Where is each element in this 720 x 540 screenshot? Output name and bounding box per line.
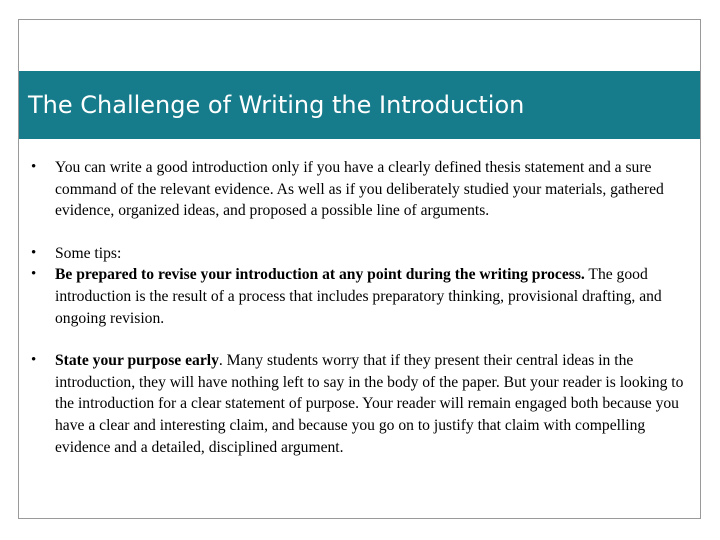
bullet-dot-icon: • <box>31 159 37 175</box>
bullet-item <box>30 157 690 222</box>
bullet-text: . Many students worry that if they present their central ideas in the introduction, they will have nothing left to say in the body of the paper. But your reader is looking to the introduction for a clear statement of purpose. Your reader will remain engaged both because you have a clear and interesting claim, and because you go on to justify that claim with compelling evidence and a detailed, disciplined argument. <box>55 352 684 456</box>
title-bar <box>19 71 700 139</box>
bullet-bold-text: State your purpose early <box>55 352 219 370</box>
bullet-text: Some tips: <box>55 244 122 262</box>
bullet-bold-text: Be prepared to revise your introduction at any point during the writing process. <box>55 266 585 284</box>
bullet-text: The good introduction is the result of a process that includes preparatory thinking, provisional drafting, and ongoing revision. <box>55 266 662 327</box>
bullet-text: You can write a good introduction only if you have a clearly defined thesis statement and a sure command of the relevant evidence. As well as if you deliberately studied your materials, gathered evidence, organized ideas, and proposed a possible line of arguments. <box>55 159 664 220</box>
bullet-dot-icon: • <box>31 266 37 283</box>
spacer <box>30 222 690 243</box>
bullet-dot-icon: • <box>31 352 37 369</box>
slide-content <box>30 157 690 458</box>
bullet-item <box>30 243 690 265</box>
slide-title: The Challenge of Writing the Introduction <box>28 91 525 119</box>
bullet-item <box>30 350 690 458</box>
slide <box>18 19 701 519</box>
spacer <box>30 329 690 350</box>
bullet-dot-icon: • <box>31 244 37 261</box>
bullet-item <box>30 264 690 329</box>
